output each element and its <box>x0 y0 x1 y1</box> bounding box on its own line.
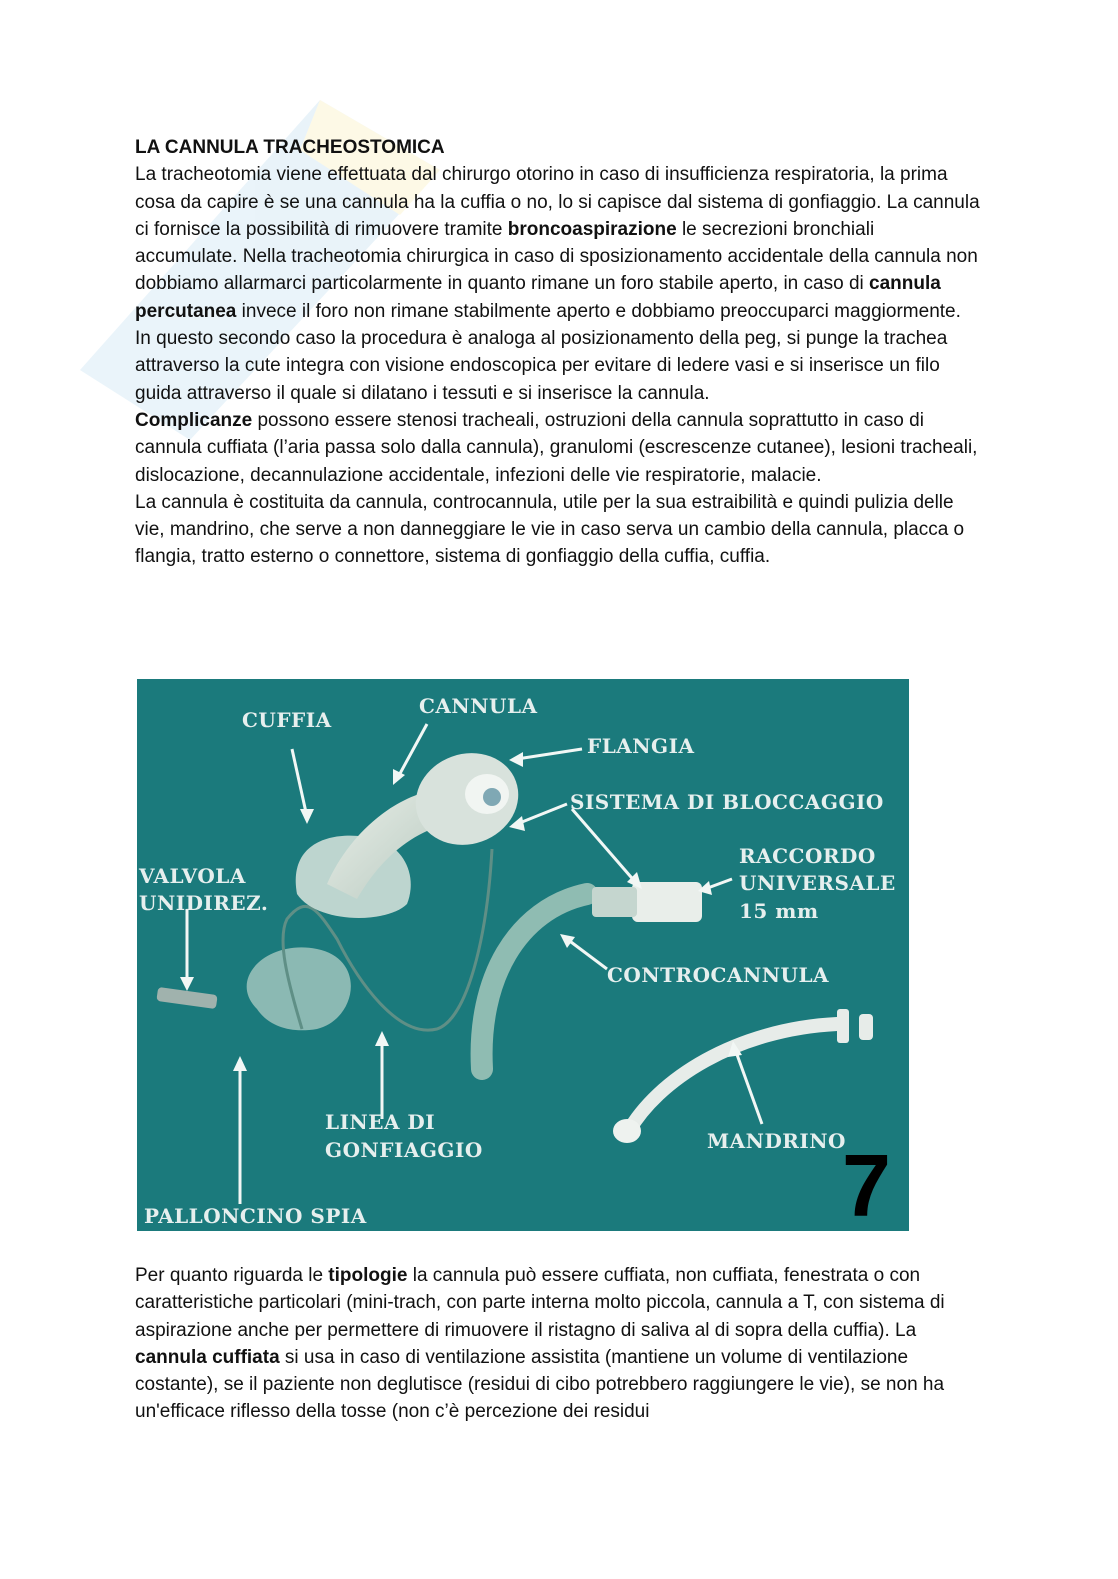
label-raccordo-line2: UNIVERSALE <box>739 871 896 895</box>
label-valvola-line1: VALVOLA <box>139 864 246 888</box>
paragraph-intro: La tracheotomia viene effettuata dal chirurgo otorino in caso di insufficienza respiratoria, la prima cosa da capire è se una cannula ha la cuffia o no, lo si capisce dal sistema di gonfiaggio. La cannula ci fornisce la possibilità di rimuovere tramite broncoaspirazione le secrezioni bronchiali accumulate. Nella tracheotomia chirurgica in caso di sposizionamento accidentale della cannula non dobbiamo allarmarci particolarmente in quanto rimane un foro stabile aperto, in caso di cannula percutanea invece il foro non rimane stabilmente aperto e dobbiamo preoccuparci maggiormente. In questo secondo caso la procedura è analoga al posizionamento della peg, si punge la trachea attraverso la cute integra con visione endoscopica per evitare di ledere vasi e si inserisce un filo guida attraverso il quale si dilatano i tessuti e si inserisce la cannula. <box>135 164 980 404</box>
label-linea-line1: LINEA DI <box>325 1110 436 1134</box>
paragraph-complications: Complicanze possono essere stenosi tracheali, ostruzioni della cannula soprattutto in caso di cannula cuffiata (l’aria passa solo dalla cannula), granulomi (escrescenze cutanee), lesioni tracheali, dislocazione, decannulazione accidentale, infezioni delle vie respiratorie, malacie. <box>135 409 978 486</box>
main-text <box>135 134 980 571</box>
label-sistema-bloccaggio: SISTEMA DI BLOCCAGGIO <box>570 790 884 814</box>
label-raccordo-line1: RACCORDO <box>739 844 876 868</box>
label-mandrino: MANDRINO <box>707 1129 846 1153</box>
cannula-figure <box>137 679 909 1231</box>
label-flangia: FLANGIA <box>587 734 695 758</box>
label-valvola-line2: UNIDIREZ. <box>139 891 269 915</box>
label-cuffia: CUFFIA <box>242 708 332 732</box>
label-linea-line2: GONFIAGGIO <box>325 1138 483 1162</box>
label-cannula: CANNULA <box>419 694 538 718</box>
figure-number: 7 <box>842 1136 891 1231</box>
label-palloncino-spia: PALLONCINO SPIA <box>144 1204 367 1228</box>
label-raccordo-line3: 15 mm <box>739 899 819 923</box>
label-controcannula: CONTROCANNULA <box>607 963 830 987</box>
paragraph-typologies: Per quanto riguarda le tipologie la cannula può essere cuffiata, non cuffiata, fenestrata o con caratteristiche particolari (mini-trach, con parte interna molto piccola, cannula a T, con sistema di aspirazione anche per permettere di rimuovere il ristagno di saliva al di sopra della cuffia). La cannula cuffiata si usa in caso di ventilazione assistita (mantiene un volume di ventilazione costante), se il paziente non deglutisce (residui di cibo potrebbero raggiungere le vie), se non ha un'efficace riflesso della tosse (non c’è percezione dei residui <box>135 1265 945 1423</box>
page-title: LA CANNULA TRACHEOSTOMICA <box>135 137 445 158</box>
paragraph-components: La cannula è costituita da cannula, controcannula, utile per la sua estraibilità e quindi pulizia delle vie, mandrino, che serve a non danneggiare le vie in caso serva un cambio della cannula, placca o flangia, tratto esterno o connettore, sistema di gonfiaggio della cuffia, cuffia. <box>135 491 965 568</box>
